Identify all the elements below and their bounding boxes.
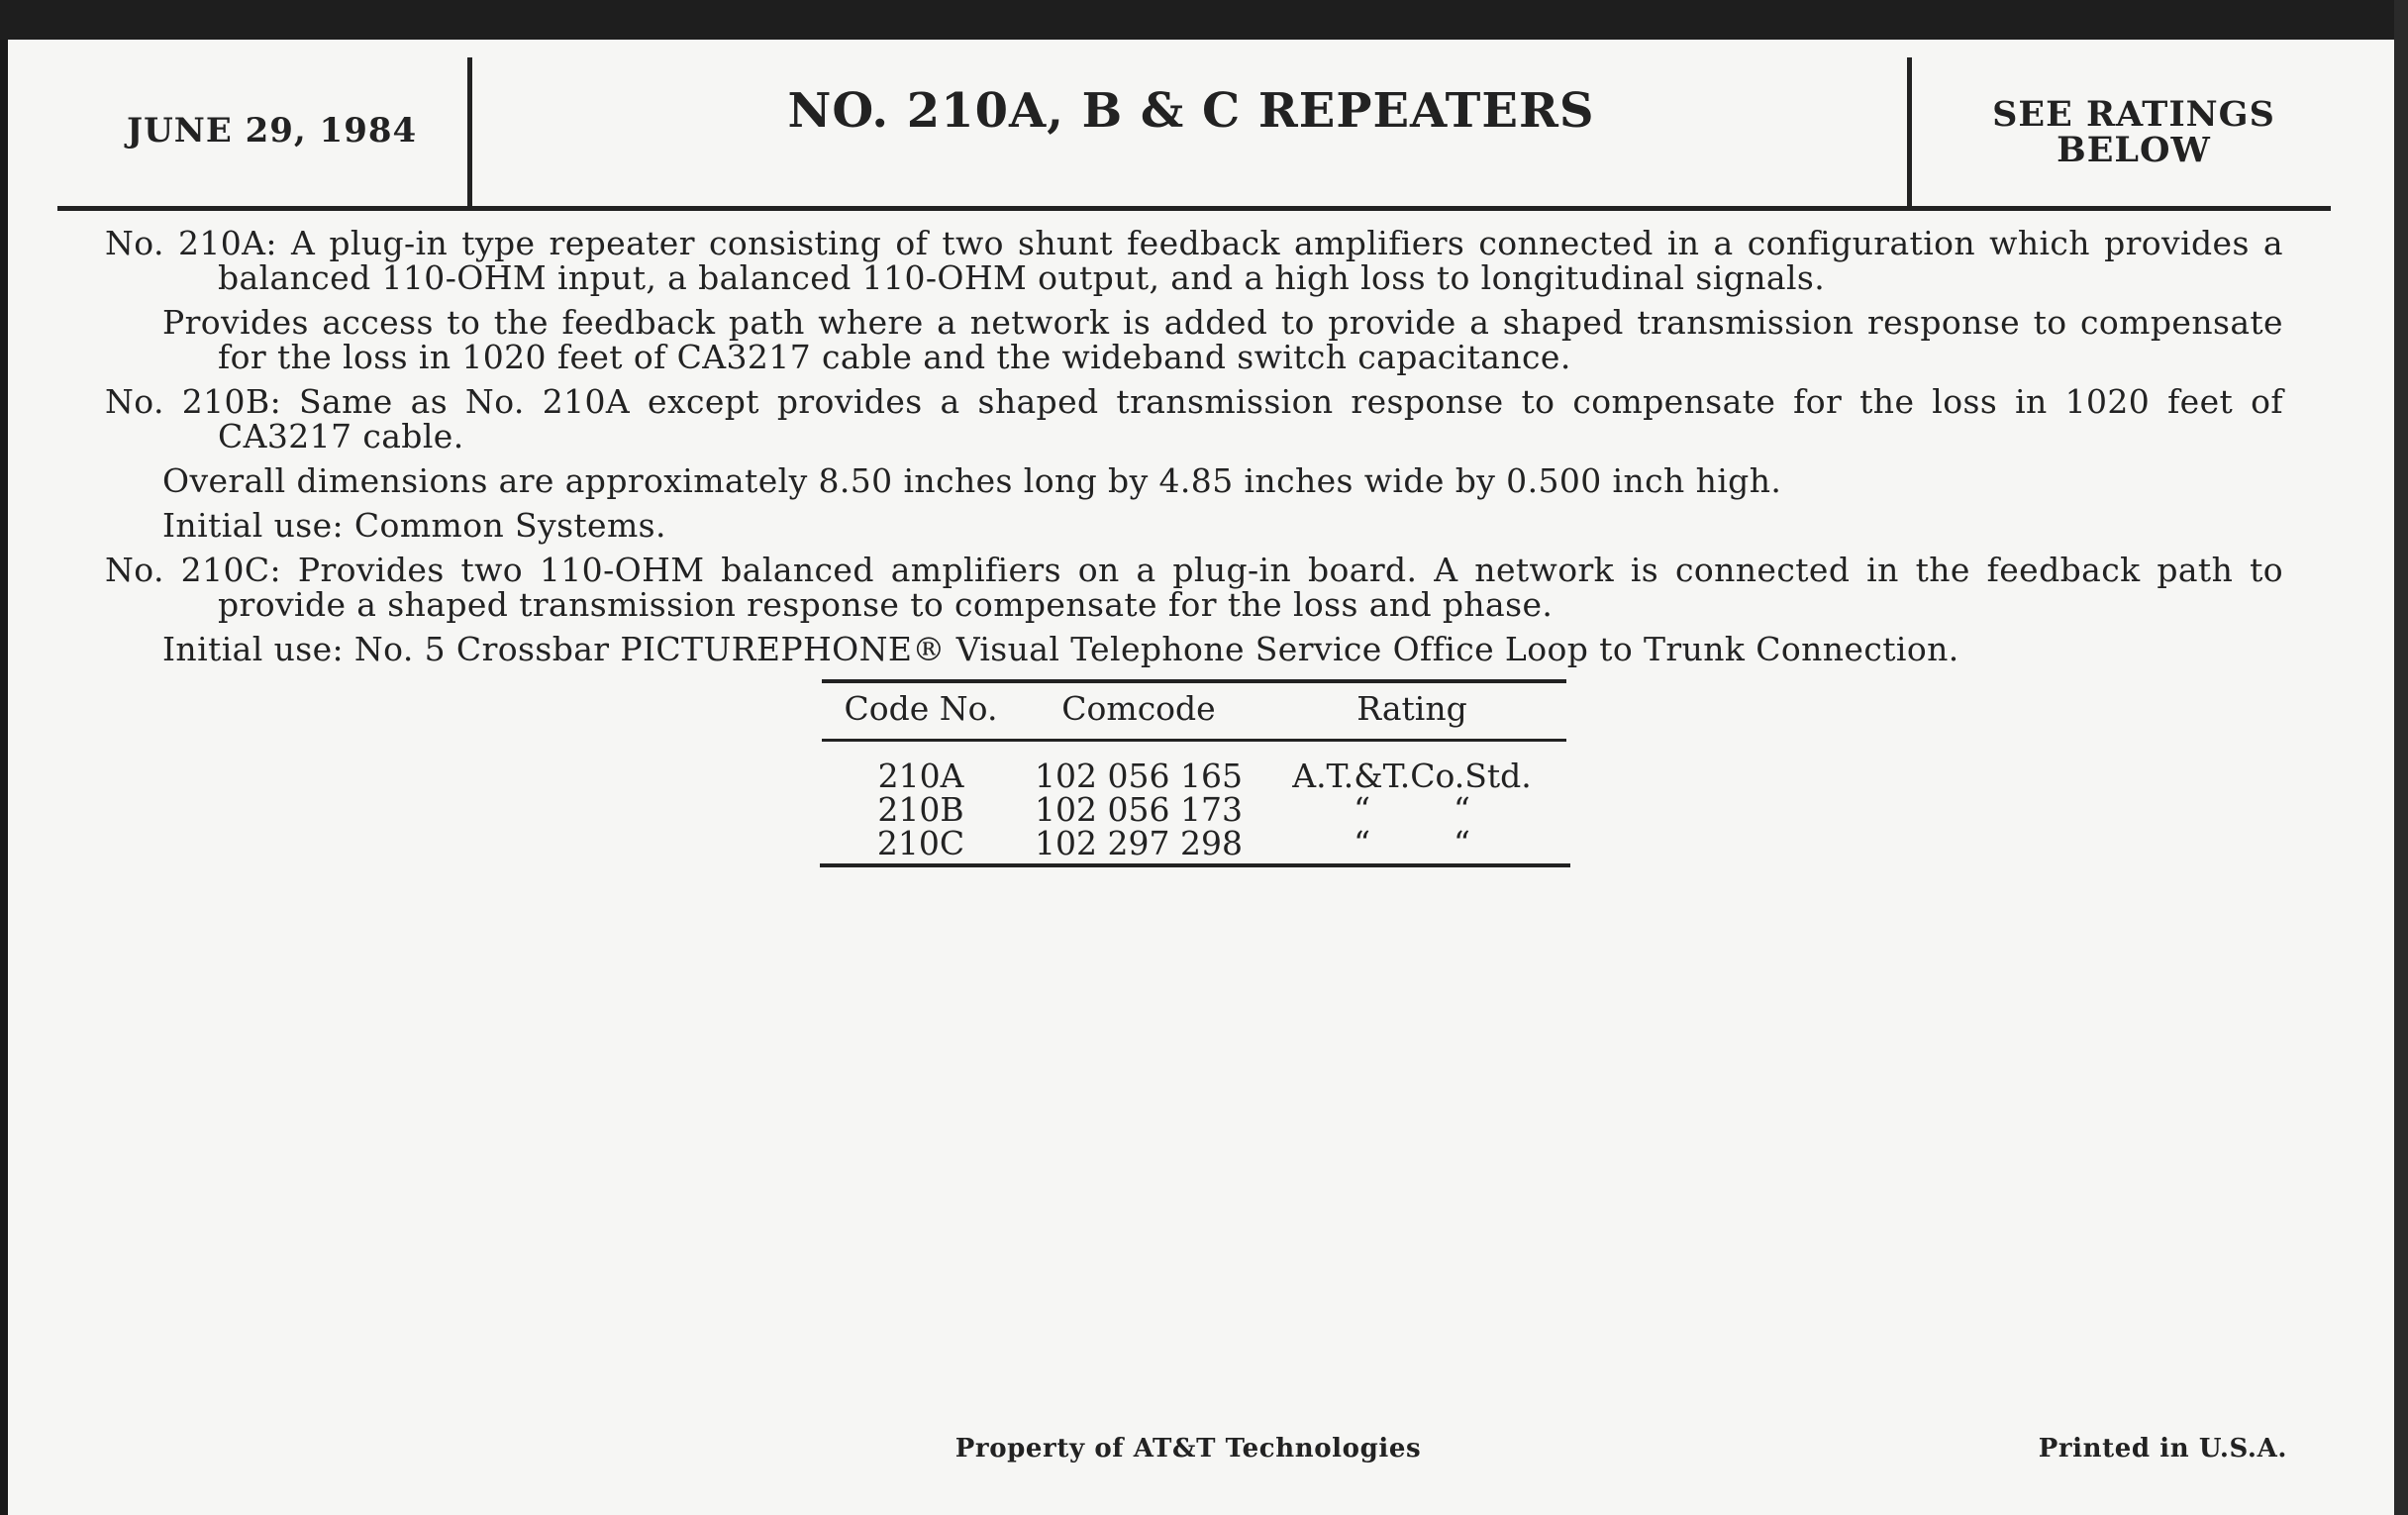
paragraph-initial-use-picturephone: Initial use: No. 5 Crossbar PICTUREPHONE® Visual Telephone Service Office Loop to Trunk Connection. <box>162 630 1959 668</box>
paragraph-210b: No. 210B: Same as No. 210A except provides a shaped transmission response to compensate for the loss in 1020 feet of CA3217 cable. <box>105 382 2283 455</box>
table-row <box>822 827 1566 860</box>
footer-printed-in: Printed in U.S.A. <box>2038 1434 2287 1464</box>
paragraph-210c: No. 210C: Provides two 110-OHM balanced amplifiers on a plug-in board. A network is connected in the feedback path to provide a shaped transmission response to compensate for the loss and phase. <box>105 551 2283 624</box>
footer-property-notice: Property of AT&T Technologies <box>954 1434 1422 1464</box>
paragraph-dimensions: Overall dimensions are approximately 8.50 inches long by 4.85 inches wide by 0.500 inch high. <box>162 461 1782 500</box>
table-row <box>822 793 1566 827</box>
table-bottom-rule <box>820 863 1570 867</box>
header-divider-left <box>467 57 472 206</box>
table-header-row <box>822 681 1566 742</box>
cell-code-no: 210B <box>877 790 964 829</box>
cell-rating: A.T.&T.Co.Std. <box>1292 757 1532 795</box>
scan-border-right <box>2394 0 2408 1515</box>
table-header-rule <box>822 739 1566 742</box>
ratings-note <box>1916 94 2352 170</box>
ratings-note-line1: SEE RATINGS <box>1992 94 2275 135</box>
cell-rating: “ “ <box>1354 824 1470 862</box>
description-body <box>105 226 2283 666</box>
document-date: JUNE 29, 1984 <box>127 111 418 151</box>
ratings-note-line2: BELOW <box>2057 130 2211 170</box>
ratings-table <box>822 681 1566 860</box>
document-title: NO. 210A, B & C REPEATERS <box>787 83 1595 139</box>
cell-comcode: 102 056 173 <box>1035 790 1243 829</box>
cell-rating: “ “ <box>1354 790 1470 829</box>
column-header-code-no: Code No. <box>844 689 998 728</box>
cell-code-no: 210C <box>876 824 965 862</box>
scan-border-top <box>0 0 2408 40</box>
header-divider-right <box>1907 57 1912 206</box>
header-rule <box>57 206 2331 211</box>
cell-comcode: 102 056 165 <box>1035 757 1243 795</box>
table-row <box>822 759 1566 793</box>
column-header-comcode: Comcode <box>1061 689 1216 728</box>
cell-comcode: 102 297 298 <box>1035 824 1243 862</box>
paragraph-feedback-access: Provides access to the feedback path where a network is added to provide a shaped transmission response to compensate for the loss in 1020 feet of CA3217 cable and the wideband switch capacitance. <box>162 303 2283 376</box>
paragraph-initial-use-common: Initial use: Common Systems. <box>162 506 666 545</box>
column-header-rating: Rating <box>1356 689 1467 728</box>
paragraph-210a: No. 210A: A plug-in type repeater consisting of two shunt feedback amplifiers connected in a configuration which provides a balanced 110-OHM input, a balanced 110-OHM output, and a high loss to longitudinal signals. <box>105 224 2283 297</box>
cell-code-no: 210A <box>877 757 964 795</box>
